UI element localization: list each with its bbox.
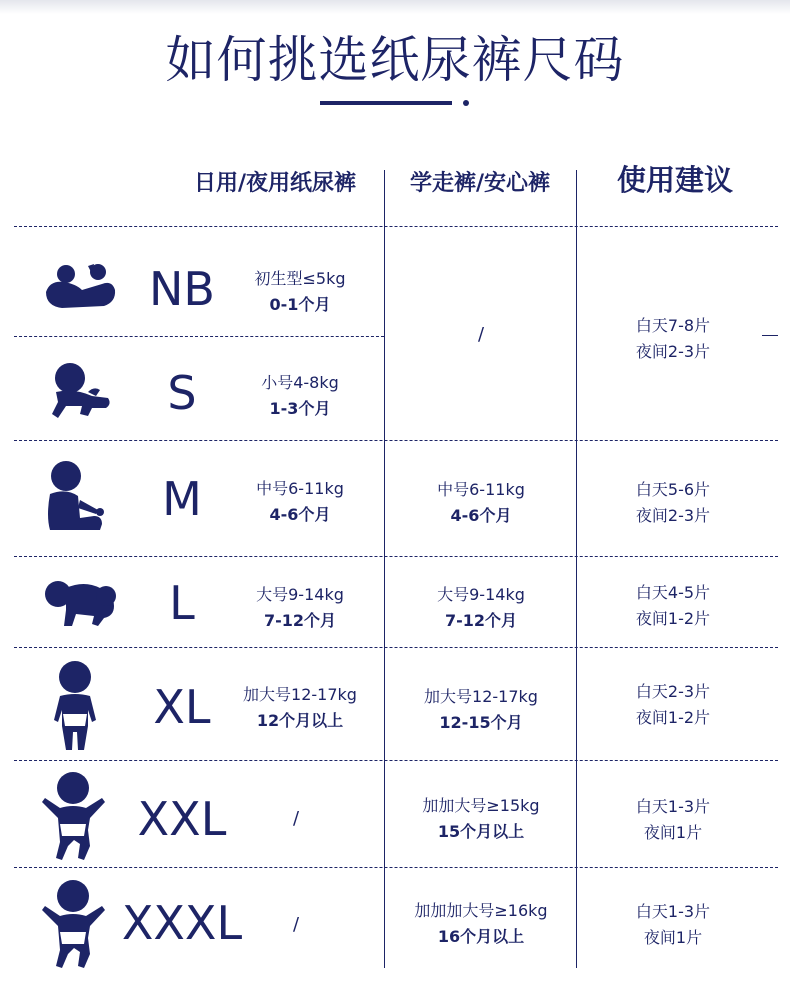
advice-night: 夜间1-2片 <box>635 609 711 628</box>
top-shadow <box>0 0 790 14</box>
crawling-baby-icon <box>44 574 118 628</box>
age-range: 7-12个月 <box>263 611 337 630</box>
standing-baby-icon <box>52 660 98 752</box>
header-pull-ups: 学走裤/安心裤 <box>409 171 551 196</box>
diaper-spec-nb <box>226 266 374 318</box>
advice-l <box>584 580 762 632</box>
age-range: 15个月以上 <box>437 822 525 841</box>
size-label-xxl: XXL <box>137 792 227 846</box>
advice-day: 白天5-6片 <box>635 480 711 499</box>
advice-xxl <box>584 794 762 846</box>
age-range: 7-12个月 <box>444 611 518 630</box>
advice-day: 白天1-3片 <box>635 797 711 816</box>
weight-range: 小号4-8kg <box>261 373 339 392</box>
weight-range: 大号9-14kg <box>256 585 344 604</box>
age-range: 12-15个月 <box>439 713 523 732</box>
pants-spec-m <box>388 477 574 529</box>
age-range: 1-3个月 <box>269 399 331 418</box>
weight-range: 中号6-11kg <box>437 480 525 499</box>
diaper-spec-l <box>226 582 374 634</box>
title-underline <box>320 101 452 105</box>
advice-night: 夜间1片 <box>643 928 703 947</box>
sleeping-newborn-icon <box>42 262 118 312</box>
weight-range: 中号6-11kg <box>256 479 344 498</box>
age-range: 4-6个月 <box>450 506 512 525</box>
weight-range: 加大号12-17kg <box>243 685 357 704</box>
pants-spec-l <box>388 582 574 634</box>
weight-range: 加加大号≥15kg <box>422 796 540 815</box>
advice-nb-s <box>584 313 762 365</box>
sitting-baby-icon <box>44 460 106 532</box>
size-label-m: M <box>162 472 202 526</box>
pants-spec-xl <box>388 684 574 736</box>
age-range: 12个月以上 <box>256 711 344 730</box>
weight-range: 大号9-14kg <box>437 585 525 604</box>
not-available-mark: / <box>293 808 300 829</box>
row-divider <box>14 647 778 648</box>
advice-day: 白天1-3片 <box>635 902 711 921</box>
advice-night: 夜间1片 <box>643 823 703 842</box>
column-divider <box>576 170 577 968</box>
advice-day: 白天7-8片 <box>635 316 711 335</box>
size-label-xxxl: XXXL <box>121 896 243 950</box>
advice-night: 夜间2-3片 <box>635 506 711 525</box>
age-range: 16个月以上 <box>437 927 525 946</box>
size-label-s: S <box>167 366 197 420</box>
row-divider <box>14 556 778 557</box>
advice-day: 白天4-5片 <box>635 583 711 602</box>
size-label-nb: NB <box>149 262 215 316</box>
advice-day: 白天2-3片 <box>635 682 711 701</box>
diaper-spec-s <box>226 370 374 422</box>
row-divider-stub <box>762 335 778 336</box>
title-underline-dot <box>463 100 469 106</box>
row-divider <box>14 440 778 441</box>
walking-toddler-icon <box>40 878 106 970</box>
weight-range: 初生型≤5kg <box>254 269 346 288</box>
age-range: 0-1个月 <box>269 295 331 314</box>
not-available-mark: / <box>293 914 300 935</box>
walking-baby-icon <box>40 770 106 862</box>
age-range: 4-6个月 <box>269 505 331 524</box>
diaper-spec-xl <box>226 682 374 734</box>
row-divider <box>14 760 778 761</box>
column-divider <box>384 170 385 968</box>
advice-m <box>584 477 762 529</box>
row-divider <box>14 867 778 868</box>
advice-xl <box>584 679 762 731</box>
row-divider <box>14 226 778 227</box>
not-available-mark: / <box>478 324 485 345</box>
size-label-xl: XL <box>153 680 211 734</box>
header-usage-advice: 使用建议 <box>616 163 733 197</box>
pants-spec-xxxl <box>388 898 574 950</box>
pants-spec-xxl <box>388 793 574 845</box>
page-title: 如何挑选纸尿裤尺码 <box>165 31 625 89</box>
diaper-spec-m <box>226 476 374 528</box>
lying-baby-icon <box>48 362 114 422</box>
weight-range: 加加加大号≥16kg <box>414 901 548 920</box>
weight-range: 加大号12-17kg <box>424 687 538 706</box>
row-divider <box>14 336 384 337</box>
advice-xxxl <box>584 899 762 951</box>
size-label-l: L <box>169 576 195 630</box>
header-diapers: 日用/夜用纸尿裤 <box>193 171 357 196</box>
advice-night: 夜间1-2片 <box>635 708 711 727</box>
advice-night: 夜间2-3片 <box>635 342 711 361</box>
